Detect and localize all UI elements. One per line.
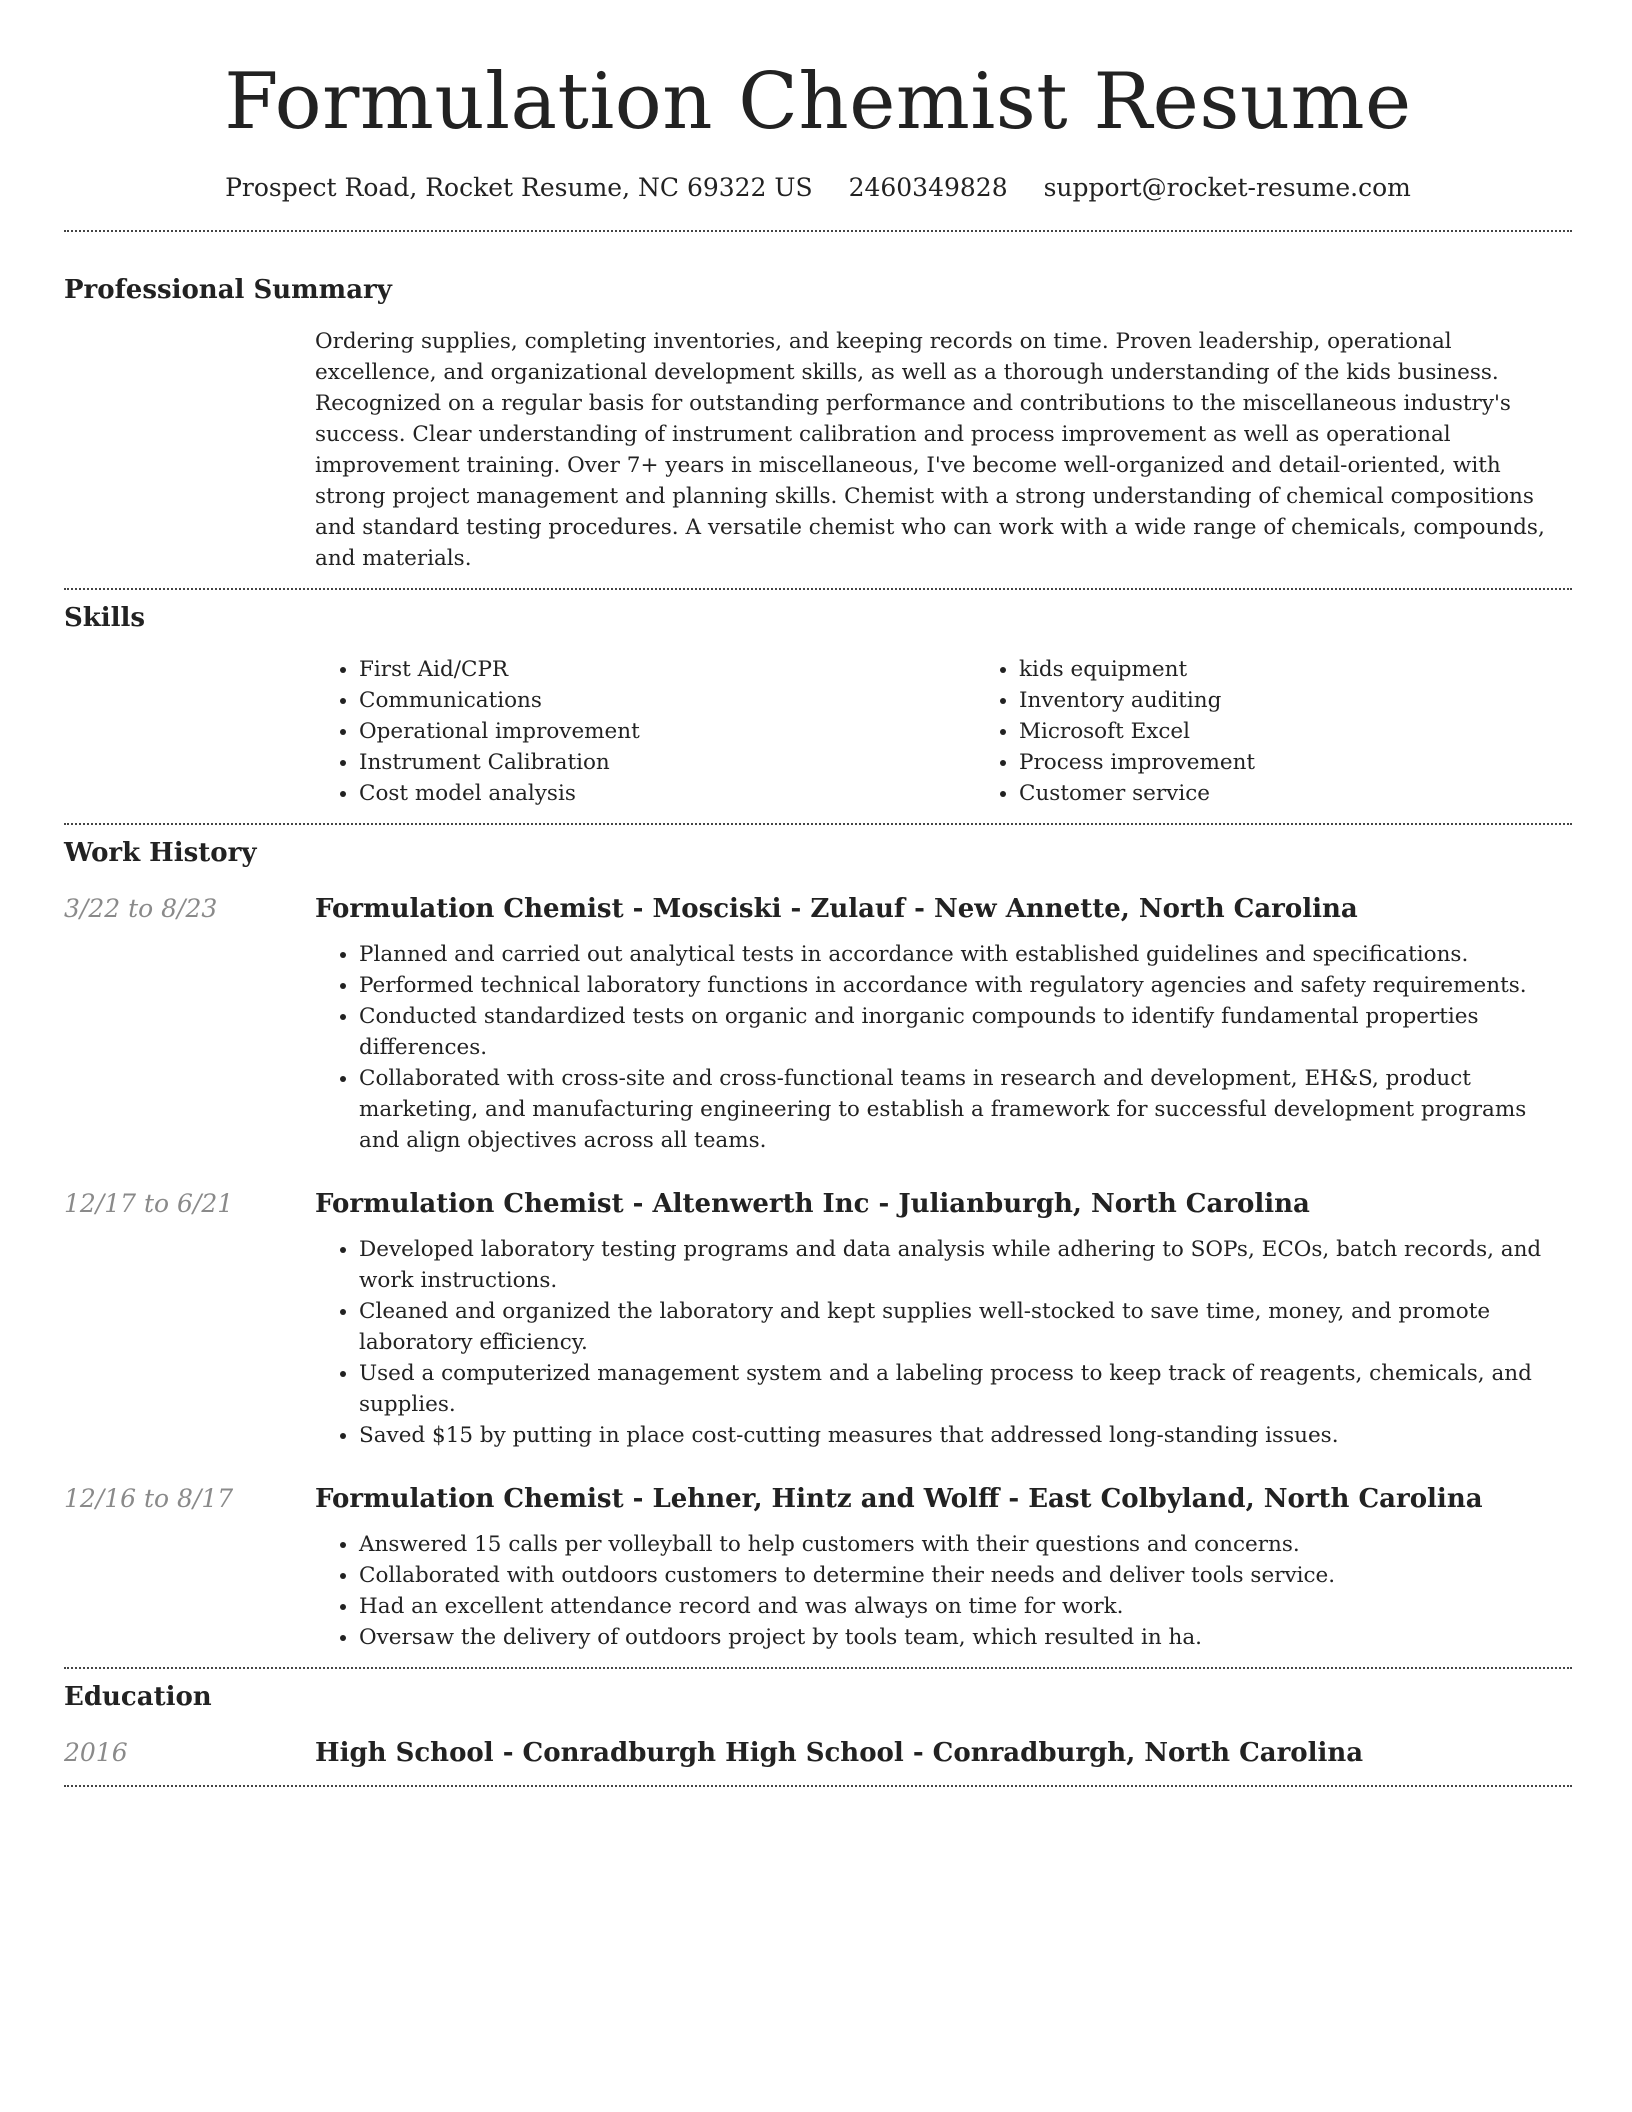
education-entry xyxy=(64,1735,1572,1771)
contact-address: Prospect Road, Rocket Resume, NC 69322 US xyxy=(225,173,813,202)
job-bullets xyxy=(315,939,1572,1156)
skill-item: • First Aid/CPR xyxy=(359,654,975,685)
job-entry xyxy=(64,1186,1572,1451)
skill-item: • Communications xyxy=(359,685,975,716)
skills-list-right xyxy=(975,654,1632,809)
job-dates: 12/16 to 8/17 xyxy=(64,1484,234,1513)
summary-section xyxy=(64,272,1572,574)
divider xyxy=(64,823,1572,825)
job-bullet: • Answered 15 calls per volleyball to help customers with their questions and concerns. xyxy=(359,1529,1572,1560)
job-bullet: • Collaborated with cross-site and cross-functional teams in research and development, EH&S, product marketing, and manufacturing engineering to establish a framework for successful development programs and align objectives across all teams. xyxy=(359,1063,1572,1156)
contact-email: support@rocket-resume.com xyxy=(1043,173,1411,202)
skill-item: • kids equipment xyxy=(1019,654,1632,685)
contact-line xyxy=(64,170,1572,206)
skill-item: • Cost model analysis xyxy=(359,778,975,809)
job-bullet: • Cleaned and organized the laboratory and kept supplies well-stocked to save time, money, and promote laboratory efficiency. xyxy=(359,1296,1572,1358)
skills-list-left xyxy=(315,654,975,809)
job-bullet: • Developed laboratory testing programs and data analysis while adhering to SOPs, ECOs, batch records, and work instructions. xyxy=(359,1234,1572,1296)
skill-item: • Process improvement xyxy=(1019,747,1632,778)
job-title: Formulation Chemist - Altenwerth Inc - Julianburgh, North Carolina xyxy=(315,1189,1310,1219)
skills-heading: Skills xyxy=(64,603,146,633)
job-bullet: • Conducted standardized tests on organic and inorganic compounds to identify fundamental properties differences. xyxy=(359,1001,1572,1063)
education-year: 2016 xyxy=(64,1738,128,1767)
job-bullet: • Oversaw the delivery of outdoors project by tools team, which resulted in ha. xyxy=(359,1622,1572,1653)
job-bullet: • Used a computerized management system and a labeling process to keep track of reagents, chemicals, and supplies. xyxy=(359,1358,1572,1420)
job-title: Formulation Chemist - Lehner, Hintz and Wolff - East Colbyland, North Carolina xyxy=(315,1484,1483,1514)
skill-item: • Instrument Calibration xyxy=(359,747,975,778)
contact-phone: 2460349828 xyxy=(848,173,1008,202)
summary-text: Ordering supplies, completing inventories, and keeping records on time. Proven leadership, operational excellence, and organizational development skills, as well as a thorough understanding of the kids business. Recognized on a regular basis for outstanding performance and contributions to the miscellaneous industry's success. Clear understanding of instrument calibration and process improvement as well as operational improvement training. Over 7+ years in miscellaneous, I've become well-organized and detail-oriented, with strong project management and planning skills. Chemist with a strong understanding of chemical compositions and standard testing procedures. A versatile chemist who can work with a wide range of chemicals, compounds, and materials. xyxy=(315,329,1545,571)
job-title: Formulation Chemist - Mosciski - Zulauf - New Annette, North Carolina xyxy=(315,894,1358,924)
resume-page xyxy=(64,0,1572,1787)
job-bullet: • Performed technical laboratory functions in accordance with regulatory agencies and safety requirements. xyxy=(359,970,1572,1001)
skill-item: • Inventory auditing xyxy=(1019,685,1632,716)
job-bullet: • Planned and carried out analytical tests in accordance with established guidelines and specifications. xyxy=(359,939,1572,970)
job-bullets xyxy=(315,1234,1572,1451)
job-bullet: • Saved $15 by putting in place cost-cutting measures that addressed long-standing issues. xyxy=(359,1420,1572,1451)
education-section xyxy=(64,1679,1572,1771)
work-heading: Work History xyxy=(64,838,257,868)
divider xyxy=(64,1667,1572,1669)
education-heading: Education xyxy=(64,1682,212,1712)
job-bullet: • Had an excellent attendance record and was always on time for work. xyxy=(359,1591,1572,1622)
skill-item: • Customer service xyxy=(1019,778,1632,809)
divider xyxy=(64,230,1572,232)
job-entry xyxy=(64,891,1572,1156)
skill-item: • Microsoft Excel xyxy=(1019,716,1632,747)
skills-section xyxy=(64,600,1572,809)
skill-item: • Operational improvement xyxy=(359,716,975,747)
education-title: High School - Conradburgh High School - Conradburgh, North Carolina xyxy=(315,1738,1364,1768)
job-bullets xyxy=(315,1529,1572,1653)
divider xyxy=(64,1785,1572,1787)
summary-heading: Professional Summary xyxy=(64,275,392,305)
job-entry xyxy=(64,1481,1572,1653)
divider xyxy=(64,588,1572,590)
job-dates: 12/17 to 6/21 xyxy=(64,1189,234,1218)
job-dates: 3/22 to 8/23 xyxy=(64,894,218,923)
work-section xyxy=(64,835,1572,1653)
page-title: Formulation Chemist Resume xyxy=(224,57,1412,147)
job-bullet: • Collaborated with outdoors customers to determine their needs and deliver tools service. xyxy=(359,1560,1572,1591)
